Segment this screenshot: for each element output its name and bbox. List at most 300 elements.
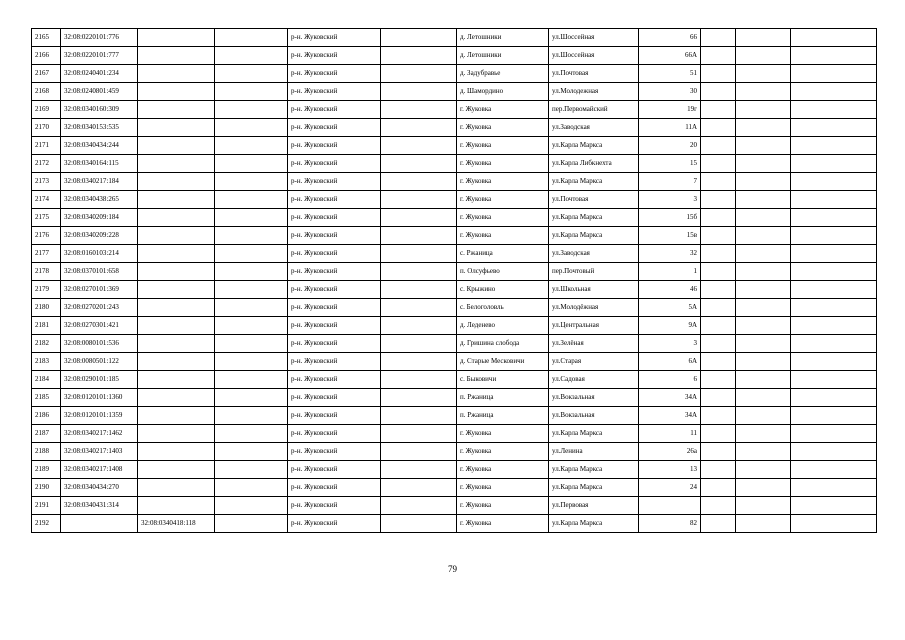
cell-district: р-н. Жуковский	[288, 299, 381, 317]
cell-cadastral-number: 32:08:0370101:658	[61, 263, 138, 281]
cell-blank	[701, 119, 736, 137]
cell-blank	[215, 497, 288, 515]
cell-district: р-н. Жуковский	[288, 443, 381, 461]
cell-blank	[215, 47, 288, 65]
cell-blank	[791, 65, 877, 83]
cell-street: ул.Вокзальная	[549, 407, 639, 425]
cell-house-number: 7	[639, 173, 701, 191]
cell-locality: г. Жуковка	[457, 425, 549, 443]
cell-district: р-н. Жуковский	[288, 65, 381, 83]
cell-cadastral-number-alt	[138, 227, 215, 245]
cell-blank	[791, 281, 877, 299]
cell-cadastral-number-alt	[138, 407, 215, 425]
cell-locality: с. Крыжино	[457, 281, 549, 299]
cell-blank	[791, 443, 877, 461]
cell-locality: д. Гришина слобода	[457, 335, 549, 353]
cell-district: р-н. Жуковский	[288, 209, 381, 227]
cell-street: ул.Карла Маркса	[549, 515, 639, 533]
cell-blank	[215, 155, 288, 173]
cell-blank	[701, 515, 736, 533]
cell-blank	[215, 281, 288, 299]
cell-blank	[701, 461, 736, 479]
cell-blank	[381, 497, 457, 515]
cell-blank	[791, 335, 877, 353]
table-row	[32, 119, 877, 137]
cell-street: ул.Заводская	[549, 119, 639, 137]
cell-district: р-н. Жуковский	[288, 317, 381, 335]
cell-blank	[215, 317, 288, 335]
cell-row-number: 2186	[32, 407, 61, 425]
cell-district: р-н. Жуковский	[288, 47, 381, 65]
cell-house-number: 32	[639, 245, 701, 263]
cell-street: ул.Садовая	[549, 371, 639, 389]
cell-blank	[736, 389, 791, 407]
cell-cadastral-number-alt	[138, 155, 215, 173]
cell-row-number: 2173	[32, 173, 61, 191]
cell-blank	[381, 299, 457, 317]
cell-street: ул.Карла Маркса	[549, 479, 639, 497]
table-row	[32, 497, 877, 515]
cell-locality: г. Жуковка	[457, 443, 549, 461]
cell-row-number: 2191	[32, 497, 61, 515]
cell-locality: г. Жуковка	[457, 227, 549, 245]
cell-blank	[791, 245, 877, 263]
cell-row-number: 2176	[32, 227, 61, 245]
cell-blank	[701, 479, 736, 497]
cell-blank	[381, 245, 457, 263]
cell-cadastral-number-alt	[138, 443, 215, 461]
cell-row-number: 2167	[32, 65, 61, 83]
cell-blank	[381, 335, 457, 353]
cell-street: ул.Карла Маркса	[549, 209, 639, 227]
cell-blank	[215, 83, 288, 101]
cell-blank	[701, 371, 736, 389]
cell-locality: п. Олсуфьево	[457, 263, 549, 281]
cell-locality: д. Леденево	[457, 317, 549, 335]
cell-blank	[791, 353, 877, 371]
cell-cadastral-number: 32:08:0340160:309	[61, 101, 138, 119]
cell-cadastral-number-alt	[138, 47, 215, 65]
cell-blank	[701, 101, 736, 119]
cell-cadastral-number: 32:08:0240401:234	[61, 65, 138, 83]
cell-blank	[215, 389, 288, 407]
cell-blank	[381, 47, 457, 65]
cell-street: ул.Карла Маркса	[549, 227, 639, 245]
cell-cadastral-number-alt: 32:08:0340418:118	[138, 515, 215, 533]
cell-blank	[736, 155, 791, 173]
cell-house-number: 15	[639, 155, 701, 173]
cell-district: р-н. Жуковский	[288, 155, 381, 173]
cell-cadastral-number: 32:08:0160103:214	[61, 245, 138, 263]
table-row	[32, 389, 877, 407]
table-row	[32, 335, 877, 353]
cell-blank	[736, 317, 791, 335]
cell-row-number: 2178	[32, 263, 61, 281]
cell-blank	[215, 407, 288, 425]
cell-district: р-н. Жуковский	[288, 173, 381, 191]
cell-row-number: 2180	[32, 299, 61, 317]
cell-locality: г. Жуковка	[457, 461, 549, 479]
cell-blank	[381, 137, 457, 155]
cell-locality: с. Белоголовль	[457, 299, 549, 317]
cell-cadastral-number-alt	[138, 389, 215, 407]
cell-blank	[736, 137, 791, 155]
cell-house-number: 13	[639, 461, 701, 479]
cell-cadastral-number-alt	[138, 29, 215, 47]
cell-house-number: 30	[639, 83, 701, 101]
register-table	[31, 28, 877, 533]
cell-cadastral-number-alt	[138, 335, 215, 353]
cell-district: р-н. Жуковский	[288, 101, 381, 119]
cell-street: ул.Центральная	[549, 317, 639, 335]
cell-blank	[215, 461, 288, 479]
cell-locality: г. Жуковка	[457, 137, 549, 155]
cell-row-number: 2171	[32, 137, 61, 155]
table-row	[32, 263, 877, 281]
cell-row-number: 2179	[32, 281, 61, 299]
cell-row-number: 2166	[32, 47, 61, 65]
cell-house-number: 9А	[639, 317, 701, 335]
cell-house-number: 6	[639, 371, 701, 389]
cell-row-number: 2169	[32, 101, 61, 119]
cell-cadastral-number-alt	[138, 119, 215, 137]
cell-locality: д. Шамордино	[457, 83, 549, 101]
cell-cadastral-number-alt	[138, 83, 215, 101]
cell-blank	[701, 299, 736, 317]
cell-district: р-н. Жуковский	[288, 461, 381, 479]
cell-blank	[381, 83, 457, 101]
table-row	[32, 407, 877, 425]
cell-cadastral-number: 32:08:0120101:1360	[61, 389, 138, 407]
cell-row-number: 2192	[32, 515, 61, 533]
cell-blank	[215, 443, 288, 461]
cell-blank	[381, 281, 457, 299]
cell-cadastral-number-alt	[138, 425, 215, 443]
cell-district: р-н. Жуковский	[288, 353, 381, 371]
cell-blank	[215, 65, 288, 83]
cell-street: ул.Молодёжная	[549, 299, 639, 317]
cell-blank	[701, 227, 736, 245]
cell-blank	[791, 83, 877, 101]
cell-cadastral-number-alt	[138, 299, 215, 317]
cell-blank	[215, 425, 288, 443]
cell-blank	[215, 191, 288, 209]
table-row	[32, 353, 877, 371]
cell-cadastral-number-alt	[138, 479, 215, 497]
cell-blank	[736, 497, 791, 515]
cell-street: ул.Почтовая	[549, 191, 639, 209]
cell-street: ул.Карла Маркса	[549, 173, 639, 191]
cell-cadastral-number	[61, 515, 138, 533]
table-row	[32, 47, 877, 65]
cell-cadastral-number: 32:08:0270301:421	[61, 317, 138, 335]
cell-district: р-н. Жуковский	[288, 227, 381, 245]
cell-blank	[215, 335, 288, 353]
cell-blank	[736, 281, 791, 299]
table-row	[32, 209, 877, 227]
cell-cadastral-number-alt	[138, 371, 215, 389]
cell-blank	[791, 515, 877, 533]
cell-locality: г. Жуковка	[457, 173, 549, 191]
cell-blank	[791, 461, 877, 479]
table-row	[32, 29, 877, 47]
cell-blank	[701, 29, 736, 47]
cell-blank	[381, 227, 457, 245]
cell-house-number: 5А	[639, 299, 701, 317]
cell-blank	[381, 317, 457, 335]
cell-blank	[736, 83, 791, 101]
cell-street: ул.Шоссейная	[549, 47, 639, 65]
cell-blank	[701, 263, 736, 281]
cell-blank	[381, 263, 457, 281]
cell-blank	[381, 65, 457, 83]
cell-blank	[215, 353, 288, 371]
cell-district: р-н. Жуковский	[288, 245, 381, 263]
cell-district: р-н. Жуковский	[288, 29, 381, 47]
cell-house-number: 20	[639, 137, 701, 155]
cell-row-number: 2190	[32, 479, 61, 497]
cell-blank	[736, 227, 791, 245]
cell-cadastral-number: 32:08:0290101:185	[61, 371, 138, 389]
cell-blank	[215, 263, 288, 281]
cell-blank	[736, 371, 791, 389]
table-row	[32, 281, 877, 299]
cell-blank	[381, 389, 457, 407]
cell-locality: г. Жуковка	[457, 155, 549, 173]
cell-locality: д. Старые Месковичи	[457, 353, 549, 371]
cell-blank	[381, 173, 457, 191]
cell-blank	[736, 515, 791, 533]
cell-blank	[791, 47, 877, 65]
cell-house-number: 82	[639, 515, 701, 533]
cell-blank	[701, 245, 736, 263]
cell-district: р-н. Жуковский	[288, 515, 381, 533]
cell-house-number: 1	[639, 263, 701, 281]
cell-locality: д. Летошники	[457, 47, 549, 65]
cell-house-number	[639, 497, 701, 515]
cell-blank	[736, 101, 791, 119]
cell-blank	[701, 47, 736, 65]
table-row	[32, 227, 877, 245]
cell-blank	[736, 443, 791, 461]
cell-blank	[701, 317, 736, 335]
cell-blank	[701, 137, 736, 155]
cell-street: ул.Вокзальная	[549, 389, 639, 407]
cell-row-number: 2185	[32, 389, 61, 407]
cell-cadastral-number: 32:08:0340434:270	[61, 479, 138, 497]
cell-house-number: 15в	[639, 227, 701, 245]
table-row	[32, 155, 877, 173]
cell-blank	[701, 407, 736, 425]
cell-street: ул.Ленина	[549, 443, 639, 461]
cell-blank	[736, 407, 791, 425]
cell-cadastral-number-alt	[138, 281, 215, 299]
cell-locality: с. Ржаница	[457, 245, 549, 263]
cell-blank	[791, 173, 877, 191]
cell-blank	[701, 389, 736, 407]
table-row	[32, 479, 877, 497]
cell-blank	[736, 29, 791, 47]
cell-house-number: 11	[639, 425, 701, 443]
cell-street: ул.Почтовая	[549, 65, 639, 83]
cell-house-number: 15б	[639, 209, 701, 227]
cell-locality: г. Жуковка	[457, 191, 549, 209]
cell-house-number: 3	[639, 335, 701, 353]
cell-cadastral-number-alt	[138, 245, 215, 263]
cell-row-number: 2181	[32, 317, 61, 335]
cell-district: р-н. Жуковский	[288, 263, 381, 281]
cell-blank	[381, 155, 457, 173]
cell-cadastral-number-alt	[138, 101, 215, 119]
cell-district: р-н. Жуковский	[288, 497, 381, 515]
cell-blank	[791, 29, 877, 47]
cell-house-number: 19г	[639, 101, 701, 119]
cell-blank	[215, 119, 288, 137]
cell-street: ул.Первовая	[549, 497, 639, 515]
cell-blank	[381, 371, 457, 389]
cell-blank	[381, 119, 457, 137]
cell-blank	[791, 191, 877, 209]
cell-blank	[736, 245, 791, 263]
cell-district: р-н. Жуковский	[288, 407, 381, 425]
cell-cadastral-number: 32:08:0340217:184	[61, 173, 138, 191]
cell-locality: г. Жуковка	[457, 209, 549, 227]
cell-locality: г. Жуковка	[457, 515, 549, 533]
cell-locality: г. Жуковка	[457, 497, 549, 515]
cell-street: пер.Почтовый	[549, 263, 639, 281]
cell-blank	[215, 299, 288, 317]
cell-blank	[215, 479, 288, 497]
cell-cadastral-number-alt	[138, 497, 215, 515]
table-row	[32, 461, 877, 479]
cell-blank	[381, 353, 457, 371]
cell-blank	[701, 65, 736, 83]
cell-blank	[791, 155, 877, 173]
cell-blank	[701, 497, 736, 515]
cell-street: ул.Старая	[549, 353, 639, 371]
cell-blank	[736, 65, 791, 83]
cell-blank	[791, 227, 877, 245]
cell-house-number: 46	[639, 281, 701, 299]
cell-row-number: 2187	[32, 425, 61, 443]
cell-blank	[215, 29, 288, 47]
cell-house-number: 51	[639, 65, 701, 83]
cell-blank	[736, 299, 791, 317]
cell-street: ул.Школьная	[549, 281, 639, 299]
cell-blank	[381, 461, 457, 479]
cell-blank	[701, 83, 736, 101]
cell-blank	[736, 47, 791, 65]
cell-locality: г. Жуковка	[457, 479, 549, 497]
cell-blank	[791, 137, 877, 155]
cell-district: р-н. Жуковский	[288, 281, 381, 299]
cell-blank	[381, 515, 457, 533]
cell-blank	[701, 353, 736, 371]
cell-house-number: 34А	[639, 407, 701, 425]
cell-blank	[701, 155, 736, 173]
cell-blank	[215, 101, 288, 119]
cell-row-number: 2183	[32, 353, 61, 371]
cell-blank	[215, 173, 288, 191]
cell-cadastral-number: 32:08:0120101:1359	[61, 407, 138, 425]
cell-blank	[381, 479, 457, 497]
cell-blank	[736, 209, 791, 227]
cell-blank	[736, 119, 791, 137]
cell-street: ул.Карла Маркса	[549, 425, 639, 443]
cell-blank	[381, 191, 457, 209]
cell-row-number: 2188	[32, 443, 61, 461]
cell-blank	[701, 173, 736, 191]
cell-cadastral-number-alt	[138, 209, 215, 227]
cell-cadastral-number: 32:08:0220101:777	[61, 47, 138, 65]
cell-blank	[701, 281, 736, 299]
cell-district: р-н. Жуковский	[288, 137, 381, 155]
table-row	[32, 173, 877, 191]
cell-blank	[791, 119, 877, 137]
cell-house-number: 66	[639, 29, 701, 47]
cell-house-number: 11А	[639, 119, 701, 137]
cell-blank	[381, 101, 457, 119]
cell-row-number: 2177	[32, 245, 61, 263]
cell-house-number: 34А	[639, 389, 701, 407]
cell-row-number: 2165	[32, 29, 61, 47]
cell-blank	[791, 263, 877, 281]
cell-row-number: 2189	[32, 461, 61, 479]
cell-locality: с. Быковичи	[457, 371, 549, 389]
cell-blank	[736, 353, 791, 371]
cell-cadastral-number-alt	[138, 263, 215, 281]
cell-blank	[736, 479, 791, 497]
cell-district: р-н. Жуковский	[288, 371, 381, 389]
cell-blank	[215, 209, 288, 227]
cell-cadastral-number: 32:08:0340431:314	[61, 497, 138, 515]
cell-cadastral-number: 32:08:0270201:243	[61, 299, 138, 317]
cell-cadastral-number: 32:08:0340217:1462	[61, 425, 138, 443]
cell-cadastral-number-alt	[138, 137, 215, 155]
cell-house-number: 26а	[639, 443, 701, 461]
cell-blank	[736, 191, 791, 209]
cell-blank	[381, 407, 457, 425]
cell-blank	[701, 191, 736, 209]
cell-row-number: 2170	[32, 119, 61, 137]
table-row	[32, 83, 877, 101]
cell-blank	[736, 173, 791, 191]
cell-cadastral-number: 32:08:0340209:228	[61, 227, 138, 245]
table-row	[32, 299, 877, 317]
cell-cadastral-number: 32:08:0340217:1403	[61, 443, 138, 461]
cell-blank	[791, 299, 877, 317]
cell-blank	[791, 317, 877, 335]
cell-district: р-н. Жуковский	[288, 335, 381, 353]
cell-locality: г. Жуковка	[457, 119, 549, 137]
cell-street: ул.Шоссейная	[549, 29, 639, 47]
cell-cadastral-number: 32:08:0340434:244	[61, 137, 138, 155]
cell-blank	[791, 389, 877, 407]
cell-cadastral-number-alt	[138, 65, 215, 83]
cell-locality: д. Задубравье	[457, 65, 549, 83]
cell-blank	[701, 209, 736, 227]
cell-blank	[736, 425, 791, 443]
table-row	[32, 101, 877, 119]
cell-blank	[215, 515, 288, 533]
cell-district: р-н. Жуковский	[288, 83, 381, 101]
cell-row-number: 2172	[32, 155, 61, 173]
cell-row-number: 2184	[32, 371, 61, 389]
cell-cadastral-number: 32:08:0080501:122	[61, 353, 138, 371]
cell-cadastral-number: 32:08:0340217:1408	[61, 461, 138, 479]
cell-blank	[381, 209, 457, 227]
cell-street: пер.Первомайский	[549, 101, 639, 119]
